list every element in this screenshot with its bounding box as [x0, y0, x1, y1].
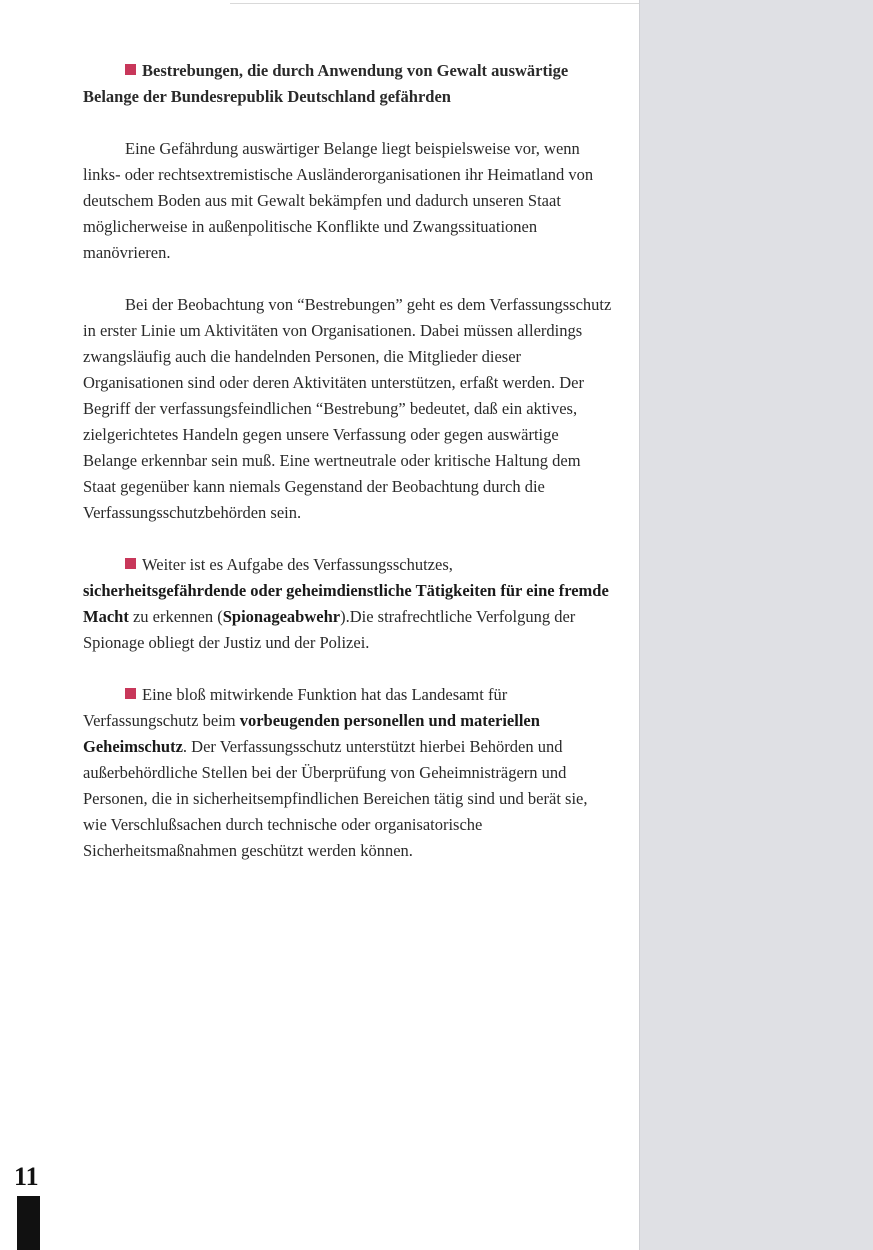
- top-rule: [230, 3, 640, 4]
- square-bullet-icon: [125, 64, 136, 75]
- p3-text-2: zu erkennen (: [128, 607, 223, 626]
- paragraph-3: [83, 552, 615, 656]
- body-text: [83, 58, 615, 890]
- p3-bold-2: Spionageabwehr: [222, 607, 341, 626]
- p4-text-2: . Der Verfassungsschutz unterstützt hierbei Behörden und außerbehördliche Stellen bei der Überprüfung von Geheimnisträgern und Personen, die in sicherheitsempfindlichen Bereichen tätig sind und berät sie, wie Verschlußsachen durch technische oder organisatorische Sicherheitsmaßnahmen geschützt werden können.: [83, 737, 588, 860]
- sidebar-panel: [639, 0, 873, 1250]
- p3-text-1: Weiter ist es Aufgabe des Verfassungsschutzes,: [142, 555, 453, 574]
- heading-text: Bestrebungen, die durch Anwendung von Gewalt auswärtige Belange der Bundesrepublik Deutschland gefährden: [83, 61, 569, 106]
- p4-bold-1: vorbeugenden personellen und materiellen Geheimschutz: [83, 711, 540, 756]
- p4-text-1: Eine bloß mitwirkende Funktion hat das Landesamt für Verfassungschutz beim: [83, 685, 508, 730]
- page-marker-bar: [17, 1196, 40, 1250]
- square-bullet-icon: [125, 688, 136, 699]
- paragraph-1: Eine Gefährdung auswärtiger Belange liegt beispielsweise vor, wenn links- oder rechtsextremistische Ausländerorganisationen ihr Heimatland von deutschem Boden aus mit Gewalt bekämpfen und dadurch unseren Staat möglicherweise in außenpolitische Konflikte und Zwangssituationen manövrieren.: [83, 139, 594, 262]
- sidebar-border: [639, 0, 640, 1250]
- square-bullet-icon: [125, 558, 136, 569]
- section-heading: [83, 58, 615, 110]
- paragraph-2: Bei der Beobachtung von “Bestrebungen” geht es dem Verfassungsschutz in erster Linie um Aktivitäten von Organisationen. Dabei müssen allerdings zwangsläufig auch die handelnden Personen, die Mitglieder dieser Organisationen sind oder deren Aktivitäten unterstützen, erfaßt werden. Der Begriff der verfassungsfeindlichen “Bestrebung” bedeutet, daß ein aktives, zielgerichtetes Handeln gegen unsere Verfassung oder gegen auswärtige Belange erkennbar sein muß. Eine wertneutrale oder kritische Haltung dem Staat gegenüber kann niemals Gegenstand der Beobachtung durch die Verfassungsschutzbehörden sein.: [83, 295, 612, 522]
- paragraph-4: [83, 682, 615, 864]
- p3-bold-1: sicherheitsgefährdende oder geheimdienstliche Tätigkeiten für eine fremde Macht: [83, 581, 609, 626]
- page-number: 11: [14, 1162, 39, 1191]
- p3-text-3: ).Die strafrechtliche Verfolgung der Spionage obliegt der Justiz und der Polizei.: [83, 607, 576, 652]
